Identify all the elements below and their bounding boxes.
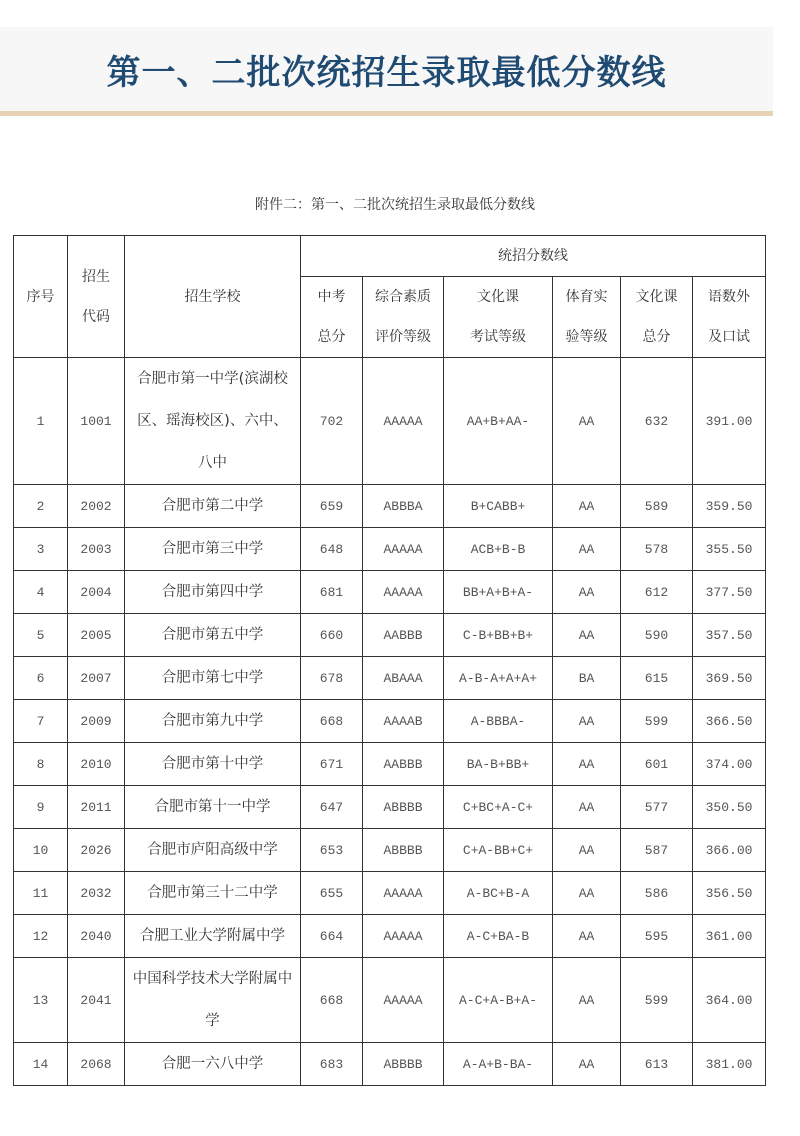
- cell-code: 2005: [68, 614, 125, 657]
- cell-code: 2068: [68, 1043, 125, 1086]
- cell-school: 合肥市第九中学: [125, 700, 301, 743]
- cell-exam: C-B+BB+B+: [444, 614, 553, 657]
- cell-pe: AA: [553, 829, 621, 872]
- cell-index: 14: [14, 1043, 68, 1086]
- cell-total: 660: [301, 614, 363, 657]
- header-culture-total: [621, 277, 693, 358]
- header-cme-line1: 语数外: [708, 289, 751, 305]
- cell-total: 702: [301, 358, 363, 485]
- cell-index: 3: [14, 528, 68, 571]
- cell-index: 5: [14, 614, 68, 657]
- cell-culture: 632: [621, 358, 693, 485]
- header-culture-line2: 总分: [642, 329, 671, 345]
- cell-cme: 361.00: [693, 915, 766, 958]
- cell-school: 合肥一六八中学: [125, 1043, 301, 1086]
- cell-pe: AA: [553, 786, 621, 829]
- cell-total: 681: [301, 571, 363, 614]
- cell-cme: 366.00: [693, 829, 766, 872]
- header-pe-line2: 验等级: [565, 329, 608, 345]
- header-exam-line2: 考试等级: [470, 329, 526, 345]
- table-row: [14, 743, 766, 786]
- header-pe-grade: [553, 277, 621, 358]
- cell-culture: 601: [621, 743, 693, 786]
- cell-code: 2010: [68, 743, 125, 786]
- cell-school: 合肥市第十中学: [125, 743, 301, 786]
- cell-pe: AA: [553, 358, 621, 485]
- cell-code: 2004: [68, 571, 125, 614]
- cell-cme: 356.50: [693, 872, 766, 915]
- cell-index: 2: [14, 485, 68, 528]
- cell-school: 合肥市第七中学: [125, 657, 301, 700]
- cell-quality: AAAAB: [363, 700, 444, 743]
- cell-exam: C+BC+A-C+: [444, 786, 553, 829]
- cell-code: 2040: [68, 915, 125, 958]
- cell-school: 合肥市庐阳高级中学: [125, 829, 301, 872]
- cell-quality: AAAAA: [363, 528, 444, 571]
- cell-exam: BB+A+B+A-: [444, 571, 553, 614]
- header-pe-line1: 体育实: [565, 289, 608, 305]
- cell-index: 13: [14, 958, 68, 1043]
- cell-cme: 391.00: [693, 358, 766, 485]
- cell-index: 11: [14, 872, 68, 915]
- cell-quality: ABAAA: [363, 657, 444, 700]
- cell-pe: AA: [553, 958, 621, 1043]
- cell-exam: A-BBBA-: [444, 700, 553, 743]
- cell-quality: AAAAA: [363, 872, 444, 915]
- cell-quality: AABBB: [363, 614, 444, 657]
- table-row: [14, 786, 766, 829]
- cell-school: 中国科学技术大学附属中学: [125, 958, 301, 1043]
- header-quality-line2: 评价等级: [375, 329, 431, 345]
- table-row: [14, 657, 766, 700]
- cell-code: 2003: [68, 528, 125, 571]
- cell-pe: AA: [553, 743, 621, 786]
- cell-total: 655: [301, 872, 363, 915]
- cell-quality: AAAAA: [363, 358, 444, 485]
- cell-school: 合肥市第四中学: [125, 571, 301, 614]
- cell-cme: 369.50: [693, 657, 766, 700]
- cell-quality: AAAAA: [363, 915, 444, 958]
- cell-cme: 377.50: [693, 571, 766, 614]
- table-row: [14, 571, 766, 614]
- cell-pe: AA: [553, 700, 621, 743]
- cell-cme: 374.00: [693, 743, 766, 786]
- table-row: [14, 872, 766, 915]
- cell-pe: AA: [553, 485, 621, 528]
- table-row: [14, 915, 766, 958]
- header-code-line2: 代码: [82, 308, 110, 325]
- cell-school: 合肥市第五中学: [125, 614, 301, 657]
- cell-total: 653: [301, 829, 363, 872]
- header-cme-score: [693, 277, 766, 358]
- table-row: [14, 485, 766, 528]
- cell-exam: A-BC+B-A: [444, 872, 553, 915]
- cell-exam: BA-B+BB+: [444, 743, 553, 786]
- cell-culture: 578: [621, 528, 693, 571]
- cell-quality: ABBBA: [363, 485, 444, 528]
- cell-pe: AA: [553, 528, 621, 571]
- cell-exam: A-C+A-B+A-: [444, 958, 553, 1043]
- cell-index: 10: [14, 829, 68, 872]
- cell-index: 4: [14, 571, 68, 614]
- header-index: 序号: [14, 236, 68, 358]
- cell-total: 664: [301, 915, 363, 958]
- cell-exam: A-B-A+A+A+: [444, 657, 553, 700]
- cell-pe: BA: [553, 657, 621, 700]
- header-quality-line1: 综合素质: [375, 289, 431, 305]
- cell-quality: ABBBB: [363, 1043, 444, 1086]
- cell-index: 1: [14, 358, 68, 485]
- admission-score-table: [13, 235, 766, 1086]
- cell-exam: ACB+B-B: [444, 528, 553, 571]
- cell-culture: 586: [621, 872, 693, 915]
- table-row: [14, 958, 766, 1043]
- page-banner: [0, 27, 773, 116]
- table-row: [14, 614, 766, 657]
- table-row: [14, 829, 766, 872]
- cell-pe: AA: [553, 614, 621, 657]
- header-exam-line1: 文化课: [477, 289, 519, 305]
- header-total-line1: 中考: [317, 289, 346, 305]
- cell-pe: AA: [553, 915, 621, 958]
- cell-index: 9: [14, 786, 68, 829]
- header-quality-grade: [363, 277, 444, 358]
- cell-total: 648: [301, 528, 363, 571]
- cell-culture: 599: [621, 958, 693, 1043]
- table-caption: 附件二：第一、二批次统招生录取最低分数线: [255, 197, 535, 213]
- cell-exam: A-A+B-BA-: [444, 1043, 553, 1086]
- cell-quality: ABBBB: [363, 786, 444, 829]
- cell-cme: 359.50: [693, 485, 766, 528]
- cell-cme: 366.50: [693, 700, 766, 743]
- cell-exam: B+CABB+: [444, 485, 553, 528]
- cell-total: 668: [301, 958, 363, 1043]
- cell-exam: AA+B+AA-: [444, 358, 553, 485]
- cell-exam: A-C+BA-B: [444, 915, 553, 958]
- table-row: [14, 358, 766, 485]
- cell-school: 合肥市第三中学: [125, 528, 301, 571]
- cell-code: 2032: [68, 872, 125, 915]
- cell-cme: 357.50: [693, 614, 766, 657]
- cell-index: 12: [14, 915, 68, 958]
- table-row: [14, 700, 766, 743]
- cell-quality: AABBB: [363, 743, 444, 786]
- cell-school: 合肥市第十一中学: [125, 786, 301, 829]
- header-culture-line1: 文化课: [635, 289, 678, 305]
- cell-culture: 577: [621, 786, 693, 829]
- cell-cme: 381.00: [693, 1043, 766, 1086]
- cell-culture: 612: [621, 571, 693, 614]
- page-title: 第一、二批次统招生录取最低分数线: [106, 52, 667, 93]
- cell-culture: 589: [621, 485, 693, 528]
- cell-total: 647: [301, 786, 363, 829]
- cell-quality: AAAAA: [363, 571, 444, 614]
- cell-total: 668: [301, 700, 363, 743]
- cell-culture: 587: [621, 829, 693, 872]
- header-code-line1: 招生: [82, 268, 110, 285]
- cell-quality: ABBBB: [363, 829, 444, 872]
- cell-index: 7: [14, 700, 68, 743]
- cell-culture: 613: [621, 1043, 693, 1086]
- cell-total: 678: [301, 657, 363, 700]
- cell-code: 2002: [68, 485, 125, 528]
- header-exam-grade: [444, 277, 553, 358]
- header-total-line2: 总分: [317, 329, 346, 345]
- cell-school: 合肥工业大学附属中学: [125, 915, 301, 958]
- cell-total: 683: [301, 1043, 363, 1086]
- cell-code: 1001: [68, 358, 125, 485]
- cell-exam: C+A-BB+C+: [444, 829, 553, 872]
- cell-pe: AA: [553, 1043, 621, 1086]
- cell-code: 2011: [68, 786, 125, 829]
- cell-total: 671: [301, 743, 363, 786]
- header-total-score: [301, 277, 363, 358]
- cell-culture: 595: [621, 915, 693, 958]
- cell-code: 2007: [68, 657, 125, 700]
- cell-quality: AAAAA: [363, 958, 444, 1043]
- cell-school: 合肥市第一中学(滨湖校区、瑶海校区)、六中、八中: [125, 358, 301, 485]
- cell-school: 合肥市第三十二中学: [125, 872, 301, 915]
- cell-cme: 355.50: [693, 528, 766, 571]
- cell-cme: 364.00: [693, 958, 766, 1043]
- table-row: [14, 1043, 766, 1086]
- cell-index: 8: [14, 743, 68, 786]
- cell-total: 659: [301, 485, 363, 528]
- cell-code: 2009: [68, 700, 125, 743]
- cell-cme: 350.50: [693, 786, 766, 829]
- cell-index: 6: [14, 657, 68, 700]
- cell-culture: 590: [621, 614, 693, 657]
- header-cme-line2: 及口试: [708, 329, 751, 345]
- table-row: [14, 528, 766, 571]
- header-school: 招生学校: [125, 236, 301, 358]
- cell-school: 合肥市第二中学: [125, 485, 301, 528]
- cell-culture: 615: [621, 657, 693, 700]
- header-score-group: 统招分数线: [301, 236, 766, 277]
- header-code: [68, 236, 125, 358]
- cell-code: 2026: [68, 829, 125, 872]
- cell-pe: AA: [553, 872, 621, 915]
- cell-pe: AA: [553, 571, 621, 614]
- cell-code: 2041: [68, 958, 125, 1043]
- cell-culture: 599: [621, 700, 693, 743]
